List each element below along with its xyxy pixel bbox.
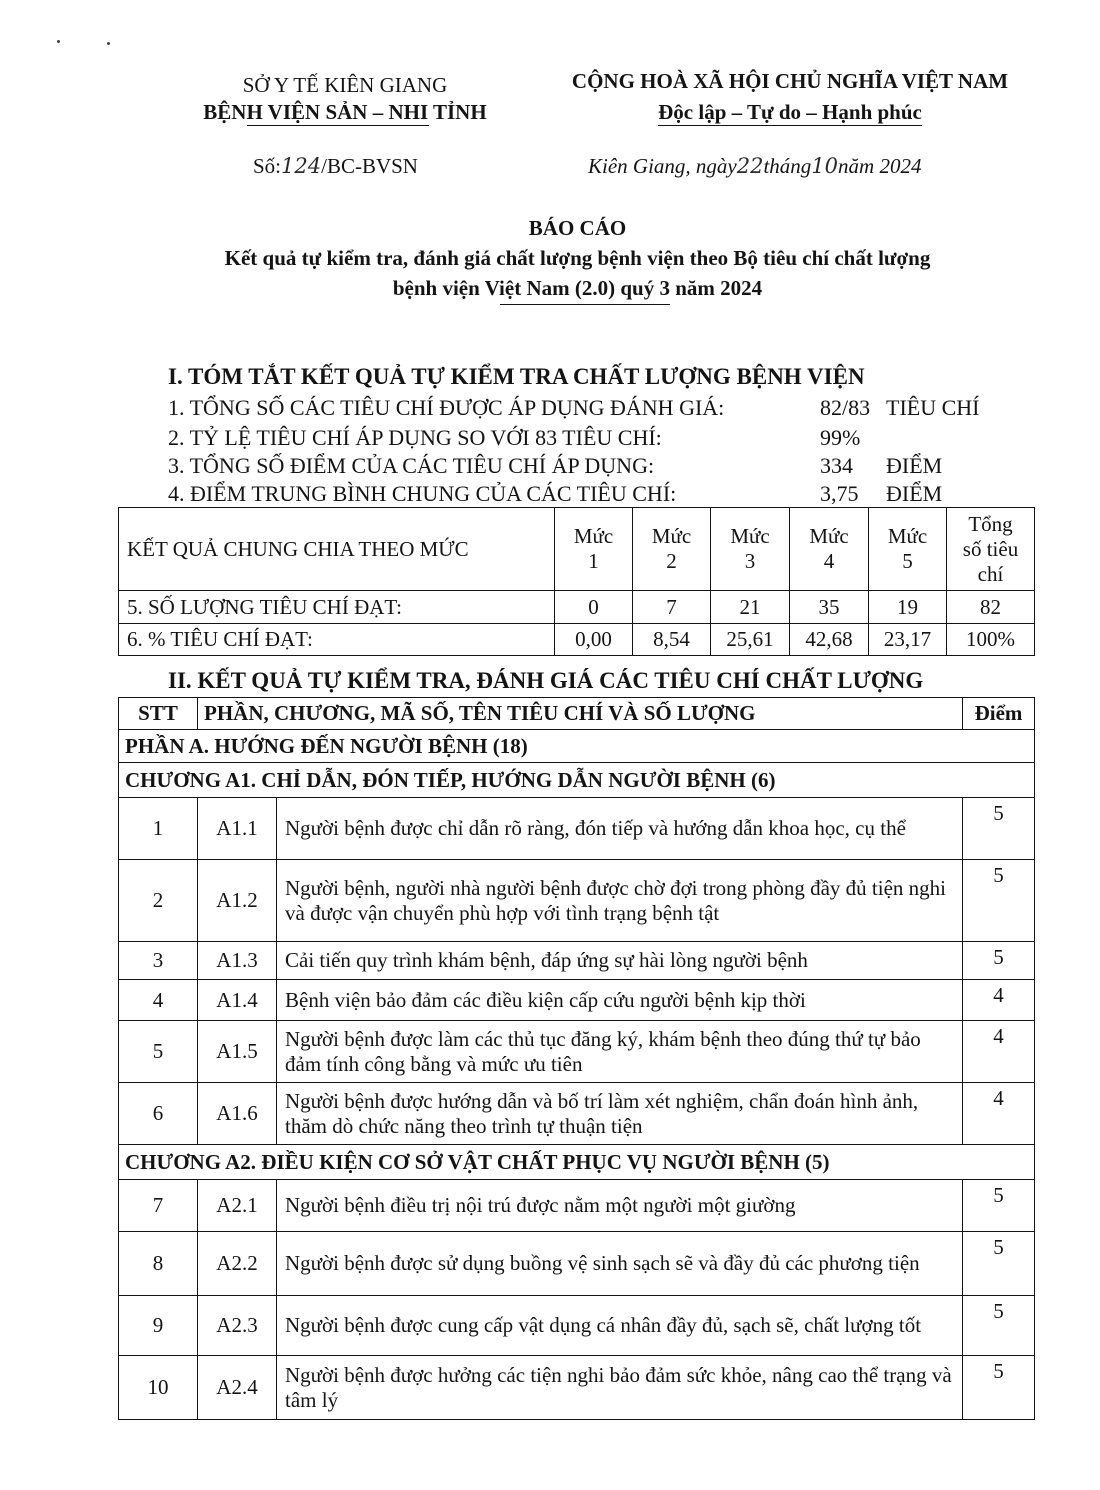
criterion-stt: 1 (119, 798, 198, 860)
levels-header-row (119, 508, 1035, 591)
level-header: Mức 4 (790, 508, 869, 591)
motto-line-1: CỘNG HOÀ XÃ HỘI CHỦ NGHĨA VIỆT NAM (571, 69, 1009, 93)
percent-cell: 23,17 (869, 624, 947, 656)
agency-underline (247, 125, 429, 126)
summary-item-label: 4. ĐIỂM TRUNG BÌNH CHUNG CỦA CÁC TIÊU CHÍ: (168, 481, 677, 506)
total-header: Tổng số tiêu chí (947, 508, 1035, 591)
criterion-stt: 7 (119, 1180, 198, 1232)
criterion-score: 4 (963, 1021, 1035, 1083)
report-title: BÁO CÁO (528, 216, 627, 240)
summary-item-value: 99% (820, 425, 861, 450)
motto-line-2: Độc lập – Tự do – Hạnh phúc (658, 100, 922, 124)
criterion-name: Người bệnh được sử dụng buồng vệ sinh sạch sẽ và đầy đủ các phương tiện (277, 1232, 963, 1296)
level-header: Mức 3 (711, 508, 790, 591)
date-month-handwritten: 10 (811, 154, 839, 178)
part-row (119, 730, 1035, 763)
criterion-name: Bệnh viện bảo đảm các điều kiện cấp cứu người bệnh kịp thời (277, 980, 963, 1021)
criterion-score: 5 (963, 1296, 1035, 1356)
date-month-label: tháng (763, 154, 812, 178)
summary-item-value: 3,75 (820, 481, 859, 506)
subtitle-underline (500, 304, 670, 305)
percent-cell: 0,00 (555, 624, 633, 656)
criterion-stt: 10 (119, 1356, 198, 1420)
percent-cell: 42,68 (790, 624, 869, 656)
date-year: năm 2024 (838, 154, 922, 178)
level-header: Mức 2 (633, 508, 711, 591)
table-row (119, 942, 1035, 980)
criterion-score: 5 (963, 942, 1035, 980)
chapter-row (119, 1145, 1035, 1180)
date-place: Kiên Giang, ngày (588, 154, 737, 178)
report-subtitle-line-1: Kết quả tự kiểm tra, đánh giá chất lượng bệnh viện theo Bộ tiêu chí chất lượng (224, 246, 931, 270)
table-row (119, 1356, 1035, 1420)
col-name-header: PHẦN, CHƯƠNG, MÃ SỐ, TÊN TIÊU CHÍ VÀ SỐ LƯỢNG (198, 698, 963, 730)
agency-line-2: BỆNH VIỆN SẢN – NHI TỈNH (203, 100, 487, 124)
criterion-score: 5 (963, 798, 1035, 860)
summary-item-label: 3. TỔNG SỐ ĐIỂM CỦA CÁC TIÊU CHÍ ÁP DỤNG: (168, 453, 655, 478)
count-cell: 19 (869, 591, 947, 624)
summary-item-unit: ĐIỂM (886, 481, 943, 506)
summary-item-label: 2. TỶ LỆ TIÊU CHÍ ÁP DỤNG SO VỚI 83 TIÊU CHÍ: (168, 425, 662, 450)
criterion-name: Người bệnh được cung cấp vật dụng cá nhân đầy đủ, sạch sẽ, chất lượng tốt (277, 1296, 963, 1356)
table-row (119, 1232, 1035, 1296)
percent-cell: 100% (947, 624, 1035, 656)
percent-row (119, 624, 1035, 656)
document-number (253, 154, 418, 179)
criterion-name: Người bệnh được hưởng các tiện nghi bảo đảm sức khỏe, nâng cao thể trạng và tâm lý (277, 1356, 963, 1420)
table-row (119, 798, 1035, 860)
count-row-label: 5. SỐ LƯỢNG TIÊU CHÍ ĐẠT: (119, 591, 555, 624)
chapter-a1-title: CHƯƠNG A1. CHỈ DẪN, ĐÓN TIẾP, HƯỚNG DẪN NGƯỜI BỆNH (6) (119, 763, 1035, 798)
criterion-code: A2.3 (198, 1296, 277, 1356)
chapter-a2-title: CHƯƠNG A2. ĐIỀU KIỆN CƠ SỞ VẬT CHẤT PHỤC VỤ NGƯỜI BỆNH (5) (119, 1145, 1035, 1180)
doc-number-prefix: Số: (253, 154, 282, 178)
count-row (119, 591, 1035, 624)
criterion-stt: 9 (119, 1296, 198, 1356)
col-stt-header: STT (119, 698, 198, 730)
criterion-name: Người bệnh được chỉ dẫn rõ ràng, đón tiếp và hướng dẫn khoa học, cụ thể (277, 798, 963, 860)
criteria-table (118, 697, 1035, 1420)
agency-line-1: SỞ Y TẾ KIÊN GIANG (242, 73, 448, 97)
criterion-stt: 6 (119, 1083, 198, 1145)
table-row (119, 1021, 1035, 1083)
percent-cell: 25,61 (711, 624, 790, 656)
criterion-stt: 2 (119, 860, 198, 942)
criterion-score: 4 (963, 1083, 1035, 1145)
criterion-score: 5 (963, 1356, 1035, 1420)
section-2-heading: II. KẾT QUẢ TỰ KIỂM TRA, ĐÁNH GIÁ CÁC TIÊU CHÍ CHẤT LƯỢNG (168, 668, 924, 693)
count-cell: 35 (790, 591, 869, 624)
criterion-code: A2.4 (198, 1356, 277, 1420)
count-cell: 0 (555, 591, 633, 624)
criterion-code: A1.5 (198, 1021, 277, 1083)
criterion-name: Người bệnh được hướng dẫn và bố trí làm xét nghiệm, chẩn đoán hình ảnh, thăm dò chức năng theo trình tự thuận tiện (277, 1083, 963, 1145)
criterion-stt: 5 (119, 1021, 198, 1083)
criterion-name: Người bệnh điều trị nội trú được nằm một người một giường (277, 1180, 963, 1232)
criterion-code: A1.3 (198, 942, 277, 980)
criterion-code: A2.2 (198, 1232, 277, 1296)
summary-item-unit: TIÊU CHÍ (886, 395, 980, 420)
table-row (119, 860, 1035, 942)
criterion-name: Người bệnh, người nhà người bệnh được chờ đợi trong phòng đầy đủ tiện nghi và được vận chuyển phù hợp với tình trạng bệnh tật (277, 860, 963, 942)
table-row (119, 1180, 1035, 1232)
percent-cell: 8,54 (633, 624, 711, 656)
table-row (119, 1083, 1035, 1145)
date-day-handwritten: 22 (736, 154, 764, 178)
national-motto (540, 66, 1040, 128)
count-cell: 7 (633, 591, 711, 624)
summary-item-value: 334 (820, 453, 853, 478)
level-header: Mức 5 (869, 508, 947, 591)
summary-item-value: 82/83 (820, 395, 871, 420)
level-header: Mức 1 (555, 508, 633, 591)
table-row (119, 980, 1035, 1021)
count-cell: 21 (711, 591, 790, 624)
report-subtitle-line-2: bệnh viện Việt Nam (2.0) quý 3 năm 2024 (392, 276, 763, 300)
criterion-score: 5 (963, 860, 1035, 942)
criterion-name: Cải tiến quy trình khám bệnh, đáp ứng sự hài lòng người bệnh (277, 942, 963, 980)
summary-item-label: 1. TỔNG SỐ CÁC TIÊU CHÍ ĐƯỢC ÁP DỤNG ĐÁNH GIÁ: (168, 395, 725, 420)
criterion-code: A1.1 (198, 798, 277, 860)
criterion-code: A1.6 (198, 1083, 277, 1145)
count-cell: 82 (947, 591, 1035, 624)
criterion-name: Người bệnh được làm các thủ tục đăng ký, khám bệnh theo đúng thứ tự bảo đảm tính công bằng và mức ưu tiên (277, 1021, 963, 1083)
date-line (588, 154, 921, 179)
levels-header-label: KẾT QUẢ CHUNG CHIA THEO MỨC (119, 508, 555, 591)
doc-number-handwritten: 124 (281, 154, 322, 178)
criterion-stt: 3 (119, 942, 198, 980)
section-1-heading: I. TÓM TẮT KẾT QUẢ TỰ KIỂM TRA CHẤT LƯỢNG BỆNH VIỆN (168, 364, 865, 389)
table-row (119, 1296, 1035, 1356)
criterion-stt: 8 (119, 1232, 198, 1296)
part-a-title: PHẦN A. HƯỚNG ĐẾN NGƯỜI BỆNH (18) (119, 730, 1035, 763)
criterion-code: A1.4 (198, 980, 277, 1021)
percent-row-label: 6. % TIÊU CHÍ ĐẠT: (119, 624, 555, 656)
criteria-header-row (119, 698, 1035, 730)
col-score-header: Điểm (963, 698, 1035, 730)
criterion-score: 5 (963, 1232, 1035, 1296)
criterion-code: A2.1 (198, 1180, 277, 1232)
criterion-score: 5 (963, 1180, 1035, 1232)
levels-table (118, 507, 1035, 656)
summary-item-unit: ĐIỂM (886, 453, 943, 478)
doc-number-suffix: /BC-BVSN (321, 154, 418, 178)
criterion-code: A1.2 (198, 860, 277, 942)
issuing-agency (150, 72, 540, 126)
chapter-row (119, 763, 1035, 798)
criterion-stt: 4 (119, 980, 198, 1021)
criterion-score: 4 (963, 980, 1035, 1021)
